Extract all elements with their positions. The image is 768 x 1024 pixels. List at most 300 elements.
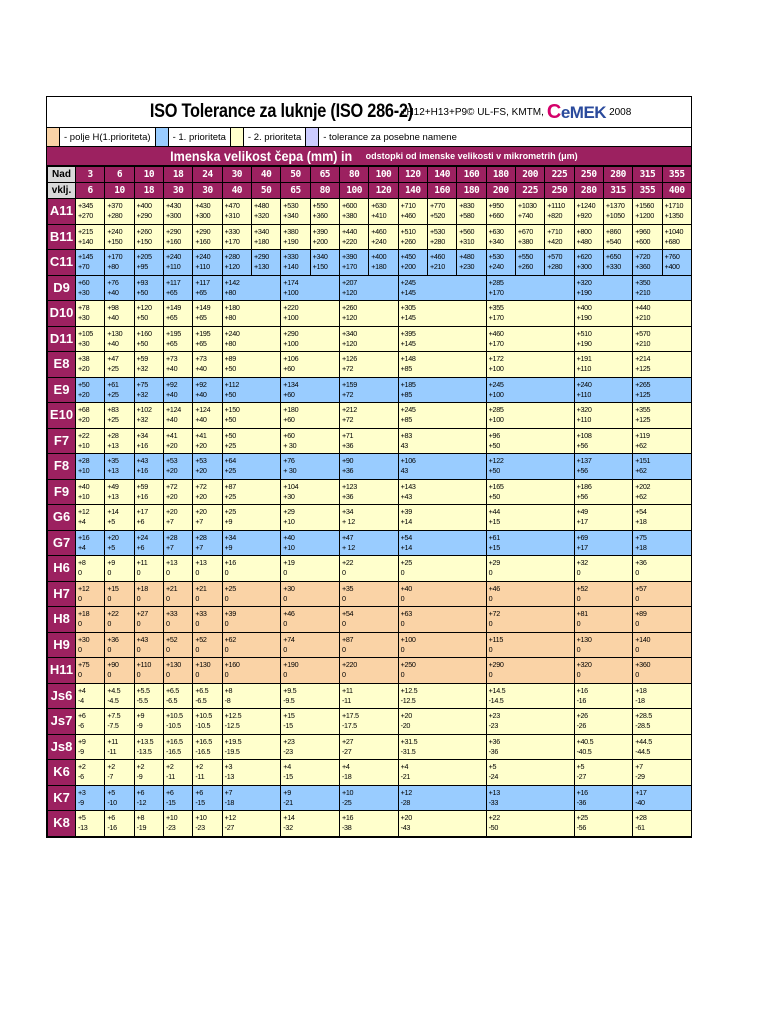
logo-text: eMEK (560, 102, 607, 122)
tolerance-cell (105, 301, 134, 327)
tolerance-class-label: Js8 (48, 734, 76, 760)
lower-deviation: + 12 (341, 542, 355, 552)
upper-deviation: +41 (195, 430, 207, 440)
lower-deviation: -11 (165, 772, 175, 782)
tolerance-cell (76, 709, 105, 735)
lower-deviation: +20 (165, 491, 178, 501)
lower-deviation: +100 (283, 287, 299, 297)
tolerance-cell (339, 199, 368, 225)
upper-deviation: +8 (224, 685, 233, 695)
lower-deviation: +40 (165, 389, 178, 399)
tolerance-cell (163, 709, 192, 735)
tolerance-cell (486, 326, 574, 352)
tolerance-cell (222, 224, 251, 250)
nad-value: 160 (457, 167, 486, 183)
tolerance-cell (76, 326, 105, 352)
tolerance-cell (281, 658, 340, 684)
lower-deviation: +150 (312, 262, 328, 272)
tolerance-row (48, 454, 692, 480)
tolerance-cell (281, 224, 310, 250)
tolerance-cell (281, 607, 340, 633)
lower-deviation: +65 (165, 287, 178, 297)
upper-deviation: +570 (635, 328, 651, 338)
title-subtitle: +H12+H13+P9© UL-FS, KMTM, (400, 106, 544, 118)
tolerance-cell (633, 709, 692, 735)
tolerance-row (48, 530, 692, 556)
lower-deviation: +100 (283, 313, 299, 323)
lower-deviation: 0 (78, 670, 82, 680)
tolerance-cell (76, 250, 105, 276)
upper-deviation: +5 (576, 762, 585, 772)
upper-deviation: +480 (459, 252, 475, 262)
upper-deviation: +400 (136, 201, 152, 211)
lower-deviation: +150 (107, 236, 123, 246)
tolerance-cell (193, 505, 222, 531)
lower-deviation: -9 (78, 797, 84, 807)
lower-deviation: +43 (400, 491, 412, 501)
upper-deviation: +1240 (576, 201, 596, 211)
tolerance-cell (105, 632, 134, 658)
upper-deviation: +106 (283, 354, 299, 364)
tolerance-cell (339, 377, 398, 403)
lower-deviation: +180 (371, 262, 387, 272)
tolerance-row (48, 709, 692, 735)
upper-deviation: +390 (341, 252, 357, 262)
lower-deviation: +4 (78, 542, 86, 552)
tolerance-cell (163, 275, 192, 301)
tolerance-cell (163, 250, 192, 276)
upper-deviation: +40 (400, 583, 412, 593)
lower-deviation: +80 (107, 262, 119, 272)
tolerance-cell (633, 581, 692, 607)
lower-deviation: 0 (283, 619, 287, 629)
nad-value: 315 (633, 167, 662, 183)
upper-deviation: +19.5 (224, 736, 242, 746)
lower-deviation: +460 (400, 211, 416, 221)
nad-value: 250 (574, 167, 603, 183)
tolerance-cell (398, 556, 486, 582)
upper-deviation: +32 (576, 558, 588, 568)
upper-deviation: +240 (165, 252, 181, 262)
tolerance-cell (163, 224, 192, 250)
nad-value: 3 (76, 167, 105, 183)
lower-deviation: -26 (576, 721, 587, 731)
tolerance-cell (574, 454, 633, 480)
tolerance-cell (222, 811, 281, 837)
tolerance-cell (193, 275, 222, 301)
upper-deviation: +87 (224, 481, 236, 491)
tolerance-class-label: H11 (48, 658, 76, 684)
tolerance-cell (105, 428, 134, 454)
tolerance-cell (545, 224, 574, 250)
nad-value: 225 (545, 167, 574, 183)
lower-deviation: +7 (165, 542, 174, 552)
upper-deviation: +25 (576, 813, 588, 823)
tolerance-cell (574, 428, 633, 454)
nad-value: 50 (281, 167, 310, 183)
lower-deviation: -13.5 (136, 746, 152, 756)
tolerance-cell (105, 607, 134, 633)
tolerance-cell (76, 785, 105, 811)
tolerance-cell (398, 505, 486, 531)
upper-deviation: +630 (488, 226, 504, 236)
upper-deviation: +6 (136, 787, 145, 797)
lower-deviation: +32 (136, 389, 148, 399)
tolerance-cell (633, 275, 692, 301)
tolerance-cell (281, 811, 340, 837)
upper-deviation: +92 (195, 379, 207, 389)
lower-deviation: -12 (136, 797, 147, 807)
lower-deviation: 0 (195, 644, 200, 654)
lower-deviation: -61 (635, 823, 645, 833)
lower-deviation: +1050 (605, 211, 625, 221)
lower-deviation: +120 (224, 262, 240, 272)
tolerance-cell (486, 530, 574, 556)
tolerance-cell (193, 581, 222, 607)
tolerance-cell (163, 760, 192, 786)
lower-deviation: +1200 (635, 211, 654, 221)
tolerance-cell (281, 454, 340, 480)
lower-deviation: 0 (165, 593, 170, 603)
tolerance-cell (193, 352, 222, 378)
vklj-value: 6 (76, 183, 105, 199)
upper-deviation: +16.5 (195, 736, 212, 746)
tolerance-cell (398, 683, 486, 709)
tolerance-cell (398, 326, 486, 352)
upper-deviation: +23 (488, 711, 500, 721)
upper-deviation: +13.5 (136, 736, 154, 746)
tolerance-cell (281, 403, 340, 429)
tolerance-cell (339, 530, 398, 556)
lower-deviation: +65 (195, 338, 207, 348)
tolerance-cell (76, 760, 105, 786)
upper-deviation: +195 (165, 328, 181, 338)
lower-deviation: +310 (459, 236, 475, 246)
upper-deviation: +22 (107, 609, 119, 619)
tolerance-cell (427, 250, 456, 276)
tolerance-cell (339, 811, 398, 837)
lower-deviation: -6.5 (165, 695, 178, 705)
upper-deviation: +83 (400, 430, 412, 440)
lower-deviation: -7.5 (107, 721, 119, 731)
upper-deviation: +10 (341, 787, 354, 797)
tolerance-cell (574, 709, 633, 735)
lower-deviation: +190 (576, 338, 592, 348)
upper-deviation: +14 (283, 813, 295, 823)
lower-deviation: 0 (107, 644, 112, 654)
upper-deviation: +50 (224, 430, 236, 440)
upper-deviation: +61 (488, 532, 500, 542)
upper-deviation: +5 (107, 787, 115, 797)
upper-deviation: +89 (224, 354, 236, 364)
tolerance-cell (222, 607, 281, 633)
tolerance-cell (163, 403, 192, 429)
tolerance-cell (251, 250, 280, 276)
tolerance-cell (281, 428, 340, 454)
lower-deviation: -10 (107, 797, 117, 807)
lower-deviation: -9 (136, 721, 143, 731)
tolerance-cell (163, 352, 192, 378)
upper-deviation: +106 (400, 456, 416, 466)
lower-deviation: +7 (195, 517, 203, 527)
lower-deviation: +920 (576, 211, 592, 221)
nad-value: 24 (193, 167, 222, 183)
upper-deviation: +140 (635, 634, 651, 644)
legend-label: - 2. prioriteta (244, 128, 306, 146)
tolerance-cell (515, 224, 544, 250)
lower-deviation: +25 (107, 415, 119, 425)
lower-deviation: -11 (341, 695, 351, 705)
lower-deviation: 0 (488, 568, 493, 578)
upper-deviation: +25 (224, 583, 236, 593)
upper-deviation: +54 (341, 609, 354, 619)
tolerance-cell (281, 709, 340, 735)
upper-deviation: +35 (107, 456, 119, 466)
upper-deviation: +69 (576, 532, 588, 542)
upper-deviation: +460 (371, 226, 387, 236)
lower-deviation: +25 (224, 440, 236, 450)
upper-deviation: +240 (224, 328, 240, 338)
upper-deviation: +174 (283, 277, 299, 287)
upper-deviation: +165 (488, 481, 504, 491)
lower-deviation: +20 (195, 466, 207, 476)
tolerance-cell (76, 607, 105, 633)
tolerance-cell (574, 632, 633, 658)
lower-deviation: -23 (283, 746, 293, 756)
tolerance-cell (486, 301, 574, 327)
tolerance-cell (193, 199, 222, 225)
tolerance-cell (574, 326, 633, 352)
lower-deviation: -29 (635, 772, 645, 782)
nad-value: 18 (163, 167, 192, 183)
upper-deviation: +14 (107, 507, 119, 517)
tolerance-cell (281, 275, 340, 301)
legend-label: - polje H(1.prioriteta) (60, 128, 156, 146)
lower-deviation: +10 (78, 440, 90, 450)
upper-deviation: +5.5 (136, 685, 150, 695)
upper-deviation: +20 (400, 813, 412, 823)
tolerance-cell (486, 275, 574, 301)
tolerance-cell (633, 224, 662, 250)
tolerance-class-label: H9 (48, 632, 76, 658)
upper-deviation: +72 (165, 481, 178, 491)
tolerance-cell (486, 224, 515, 250)
lower-deviation: -18 (635, 695, 645, 705)
upper-deviation: +5 (78, 813, 86, 823)
tolerance-cell (193, 224, 222, 250)
lower-deviation: +290 (136, 211, 152, 221)
upper-deviation: +6 (107, 813, 115, 823)
upper-deviation: +124 (195, 405, 211, 415)
lower-deviation: -10.5 (165, 721, 181, 731)
upper-deviation: +2 (136, 762, 145, 772)
tolerance-class-label: Js7 (48, 709, 76, 735)
tolerance-cell (310, 250, 339, 276)
upper-deviation: +26 (576, 711, 588, 721)
upper-deviation: +52 (195, 634, 207, 644)
lower-deviation: +60 (283, 364, 295, 374)
tolerance-cell (105, 785, 134, 811)
tolerance-cell (633, 607, 692, 633)
tolerance-cell (134, 632, 163, 658)
lower-deviation: +4 (78, 517, 86, 527)
lower-deviation: +190 (576, 287, 592, 297)
upper-deviation: +34 (224, 532, 236, 542)
upper-deviation: +52 (576, 583, 588, 593)
lower-deviation: +120 (341, 287, 357, 297)
upper-deviation: +13 (165, 558, 178, 568)
lower-deviation: +40 (107, 313, 119, 323)
upper-deviation: +149 (165, 303, 181, 313)
tolerance-cell (486, 581, 574, 607)
tolerance-cell (574, 479, 633, 505)
lower-deviation: +50 (224, 415, 236, 425)
tolerance-class-label: B11 (48, 224, 76, 250)
lower-deviation: 0 (78, 644, 82, 654)
lower-deviation: 0 (635, 619, 639, 629)
upper-deviation: +75 (635, 532, 647, 542)
lower-deviation: +50 (136, 338, 148, 348)
lower-deviation: +40 (195, 415, 207, 425)
upper-deviation: +68 (78, 405, 90, 415)
tolerance-class-label: E10 (48, 403, 76, 429)
tolerance-cell (486, 556, 574, 582)
tolerance-cell (398, 811, 486, 837)
upper-deviation: +186 (576, 481, 592, 491)
upper-deviation: +830 (459, 201, 475, 211)
lower-deviation: +380 (517, 236, 533, 246)
tolerance-row (48, 760, 692, 786)
lower-deviation: +300 (165, 211, 181, 221)
nad-value: 65 (310, 167, 339, 183)
tolerance-cell (398, 428, 486, 454)
vklj-value: 180 (457, 183, 486, 199)
lower-deviation: +280 (429, 236, 445, 246)
upper-deviation: +800 (576, 226, 592, 236)
upper-deviation: +350 (635, 277, 651, 287)
lower-deviation: -19 (136, 823, 147, 833)
tolerance-cell (105, 760, 134, 786)
tolerance-cell (76, 403, 105, 429)
tolerance-cell (662, 250, 691, 276)
lower-deviation: +210 (429, 262, 445, 272)
lower-deviation: 0 (635, 670, 639, 680)
lower-deviation: 0 (576, 670, 581, 680)
lower-deviation: +5 (107, 517, 115, 527)
tolerance-cell (134, 224, 163, 250)
tolerance-cell (545, 250, 574, 276)
upper-deviation: +78 (78, 303, 90, 313)
tolerance-cell (76, 224, 105, 250)
tolerance-cell (339, 428, 398, 454)
lower-deviation: +400 (664, 262, 680, 272)
tolerance-cell (339, 709, 398, 735)
upper-deviation: +1560 (635, 201, 654, 211)
lower-deviation: +100 (488, 364, 504, 374)
upper-deviation: +18 (136, 583, 148, 593)
lower-deviation: +16 (136, 491, 148, 501)
lower-deviation: 0 (576, 619, 581, 629)
upper-deviation: +11 (136, 558, 148, 568)
lower-deviation: +180 (253, 236, 269, 246)
lower-deviation: +540 (605, 236, 621, 246)
tolerance-row (48, 377, 692, 403)
upper-deviation: +16.5 (165, 736, 183, 746)
upper-deviation: +122 (488, 456, 504, 466)
lower-deviation: + 30 (283, 466, 297, 476)
upper-deviation: +28.5 (635, 711, 652, 721)
lower-deviation: 0 (341, 670, 346, 680)
tolerance-cell (398, 301, 486, 327)
upper-deviation: +3 (224, 762, 233, 772)
upper-deviation: +440 (341, 226, 357, 236)
lower-deviation: 0 (195, 593, 200, 603)
upper-deviation: +16 (576, 685, 588, 695)
lower-deviation: +190 (283, 236, 299, 246)
upper-deviation: +123 (341, 481, 357, 491)
tolerance-cell (486, 505, 574, 531)
lower-deviation: +300 (195, 211, 211, 221)
upper-deviation: +950 (488, 201, 504, 211)
tolerance-cell (105, 505, 134, 531)
lower-deviation: +25 (224, 491, 236, 501)
upper-deviation: +620 (576, 252, 592, 262)
nad-value: 280 (603, 167, 632, 183)
tolerance-cell (398, 607, 486, 633)
lower-deviation: +280 (107, 211, 123, 221)
tolerance-cell (134, 811, 163, 837)
lower-deviation: +25 (107, 389, 119, 399)
tolerance-row (48, 250, 692, 276)
lower-deviation: -40 (635, 797, 645, 807)
tolerance-class-label: F9 (48, 479, 76, 505)
tolerance-cell (633, 811, 692, 837)
lower-deviation: 0 (400, 670, 405, 680)
lower-deviation: +1350 (664, 211, 684, 221)
lower-deviation: -31.5 (400, 746, 416, 756)
vklj-value: 30 (163, 183, 192, 199)
lower-deviation: -5.5 (136, 695, 148, 705)
tolerance-cell (222, 581, 281, 607)
lower-deviation: +130 (253, 262, 269, 272)
upper-deviation: +47 (341, 532, 354, 542)
lower-deviation: +110 (576, 389, 592, 399)
lower-deviation: +5 (107, 542, 115, 552)
tolerance-cell (281, 479, 340, 505)
upper-deviation: +8 (136, 813, 145, 823)
tolerance-cell (163, 581, 192, 607)
lower-deviation: -15 (165, 797, 176, 807)
upper-deviation: +89 (635, 609, 647, 619)
lower-deviation: -32 (283, 823, 293, 833)
tolerance-row (48, 352, 692, 378)
lower-deviation: +36 (341, 491, 354, 501)
legend-label: - tolerance za posebne namene (323, 131, 457, 143)
lower-deviation: +10 (283, 517, 295, 527)
upper-deviation: +4 (341, 762, 350, 772)
upper-deviation: +25 (400, 558, 412, 568)
tolerance-row (48, 811, 692, 837)
tolerance-cell (193, 250, 222, 276)
lower-deviation: 0 (283, 644, 287, 654)
lower-deviation: +260 (400, 236, 416, 246)
tolerance-cell (603, 224, 632, 250)
upper-deviation: +305 (400, 303, 416, 313)
upper-deviation: +40 (283, 532, 295, 542)
tolerance-cell (574, 275, 633, 301)
upper-deviation: +395 (400, 328, 416, 338)
tolerance-cell (105, 811, 134, 837)
